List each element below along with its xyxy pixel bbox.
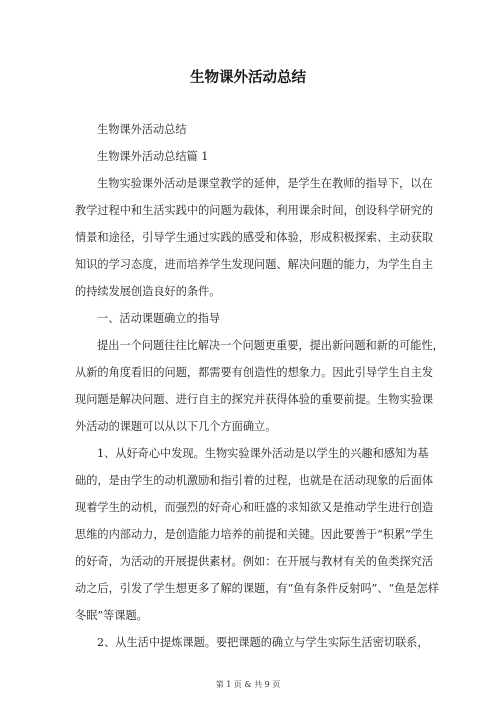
text-line: 教学过程中和生活实践中的问题为载体，利用课余时间，创设科学研究的 <box>75 204 434 217</box>
text-line: 的持续发展创造良好的条件。 <box>75 285 221 298</box>
text-line: 1、从好奇心中发现。生物实验课外活动是以学生的兴趣和感知为基 <box>97 447 429 460</box>
text-line: 知识的学习态度，进而培养学生发现问题、解决问题的能力，为学生自主 <box>75 258 434 271</box>
text-line: 础的，是由学生的动机激励和指引着的过程，也就是在活动现象的后面体 <box>75 474 434 487</box>
text-line: 动之后，引发了学生想更多了解的课题，有“鱼有条件反射吗”、“鱼是怎样 <box>75 582 439 595</box>
text-line: 思维的内部动力，是创造能力培养的前提和关键。因此要善于“积累”学生 <box>75 528 434 541</box>
text-line: 生物课外活动总结篇 1 <box>97 150 209 163</box>
text-line: 现着学生的动机，而强烈的好奇心和旺盛的求知欲又是推动学生进行创造 <box>75 501 434 514</box>
text-line: 2、从生活中提炼课题。要把课题的确立与学生实际生活密切联系， <box>97 636 429 649</box>
page-footer: 第 1 页 & 共 9 页 <box>215 680 281 689</box>
text-line: 的好奇，为活动的开展提供素材。例如：在开展与教材有关的鱼类探究活 <box>75 555 434 568</box>
text-line: 现问题是解决问题、进行自主的探究并获得体验的重要前提。生物实验课 <box>75 393 434 406</box>
document-title: 生物课外活动总结 <box>190 70 306 86</box>
text-line: 冬眠”等课题。 <box>75 609 148 622</box>
text-line: 情景和途径，引导学生通过实践的感受和体验，形成积极探索、主动获取 <box>75 231 434 244</box>
text-line: 从新的角度看旧的问题，都需要有创造性的想象力。因此引导学生自主发 <box>75 366 434 379</box>
text-line: 生物课外活动总结 <box>97 123 187 136</box>
section-heading: 一、活动课题确立的指导 <box>97 312 221 325</box>
text-line: 提出一个问题往往比解决一个问题更重要，提出新问题和新的可能性， <box>97 339 444 352</box>
text-line: 外活动的课题可以从以下几个方面确立。 <box>75 420 277 433</box>
text-line: 生物实验课外活动是课堂教学的延伸，是学生在教师的指导下，以在 <box>97 177 433 190</box>
